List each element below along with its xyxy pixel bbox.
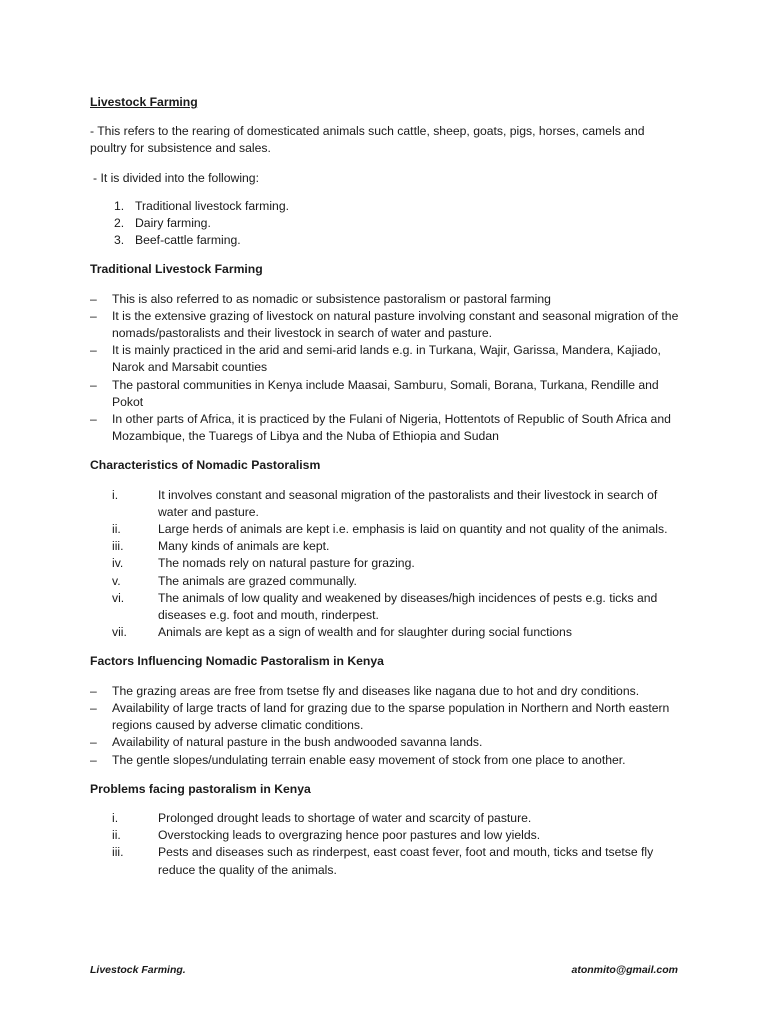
section-heading-traditional: Traditional Livestock Farming <box>90 262 263 277</box>
list-item: – The pastoral communities in Kenya include Maasai, Samburu, Somali, Borana, Turkana, Rendille and Pokot <box>90 377 659 409</box>
list-item: – It is mainly practiced in the arid and semi-arid lands e.g. in Turkana, Wajir, Garissa, Mandera, Kajiado, Narok and Marsabit counties <box>90 343 661 375</box>
list-item: – In other parts of Africa, it is practiced by the Fulani of Nigeria, Hottentots of Republic of South Africa and Mozambique, the Tuaregs of Libya and the Nuba of Ethiopia and Sudan <box>90 412 671 444</box>
list-item: vii. Animals are kept as a sign of wealth and for slaughter during social functions <box>112 625 572 640</box>
list-item: ii. Large herds of animals are kept i.e. emphasis is laid on quantity and not quality of the animals. <box>112 522 668 537</box>
list-item: iv. The nomads rely on natural pasture for grazing. <box>112 556 415 571</box>
document-title: Livestock Farming <box>90 95 198 109</box>
list-item: iii. Pests and diseases such as rinderpest, east coast fever, foot and mouth, ticks and tsetse fly reduce the quality of the animals. <box>112 845 654 877</box>
list-item: – The gentle slopes/undulating terrain enable easy movement of stock from one place to another. <box>90 752 626 767</box>
section-heading-problems: Problems facing pastoralism in Kenya <box>90 781 311 796</box>
traditional-list <box>90 291 680 446</box>
list-item: i. It involves constant and seasonal migration of the pastoralists and their livestock in search of water and pasture. <box>112 487 658 519</box>
footer-title: Livestock Farming. <box>90 964 186 976</box>
list-item: i. Prolonged drought leads to shortage of water and scarcity of pasture. <box>112 810 532 825</box>
section-heading-characteristics: Characteristics of Nomadic Pastoralism <box>90 458 321 473</box>
intro-paragraph: - This refers to the rearing of domesticated animals such cattle, sheep, goats, pigs, horses, camels and poultry for subsistence and sales. <box>90 124 645 156</box>
divided-intro: - It is divided into the following: <box>93 170 259 185</box>
list-item: 1. Traditional livestock farming. <box>114 198 289 213</box>
characteristics-list <box>90 487 680 642</box>
document-body <box>90 94 680 891</box>
list-item: v. The animals are grazed communally. <box>112 573 357 588</box>
problems-list <box>90 810 680 879</box>
list-item: – Availability of large tracts of land for grazing due to the sparse population in Northern and North eastern regions caused by adverse climatic conditions. <box>90 700 670 733</box>
list-item: – This is also referred to as nomadic or subsistence pastoralism or pastoral farming <box>90 291 551 306</box>
footer-email: atonmito@gmail.com <box>571 964 678 976</box>
list-item: iii. Many kinds of animals are kept. <box>112 539 330 554</box>
list-item: 3. Beef-cattle farming. <box>114 233 241 248</box>
list-item: – It is the extensive grazing of livestock on natural pasture involving constant and seasonal migration of the nomads/pastoralists and their livestock in search of water and pasture. <box>90 308 679 341</box>
list-item: vi. The animals of low quality and weakened by diseases/high incidences of pests e.g. ticks and diseases e.g. foot and mouth, rinderpest. <box>112 590 658 623</box>
list-item: ii. Overstocking leads to overgrazing hence poor pastures and low yields. <box>112 828 541 843</box>
list-item: – Availability of natural pasture in the bush andwooded savanna lands. <box>90 735 483 750</box>
list-item: – The grazing areas are free from tsetse fly and diseases like nagana due to hot and dry conditions. <box>90 683 640 698</box>
list-item: 2. Dairy farming. <box>114 216 211 231</box>
factors-list <box>90 683 680 769</box>
types-list <box>90 198 680 250</box>
section-heading-factors: Factors Influencing Nomadic Pastoralism in Kenya <box>90 654 384 669</box>
